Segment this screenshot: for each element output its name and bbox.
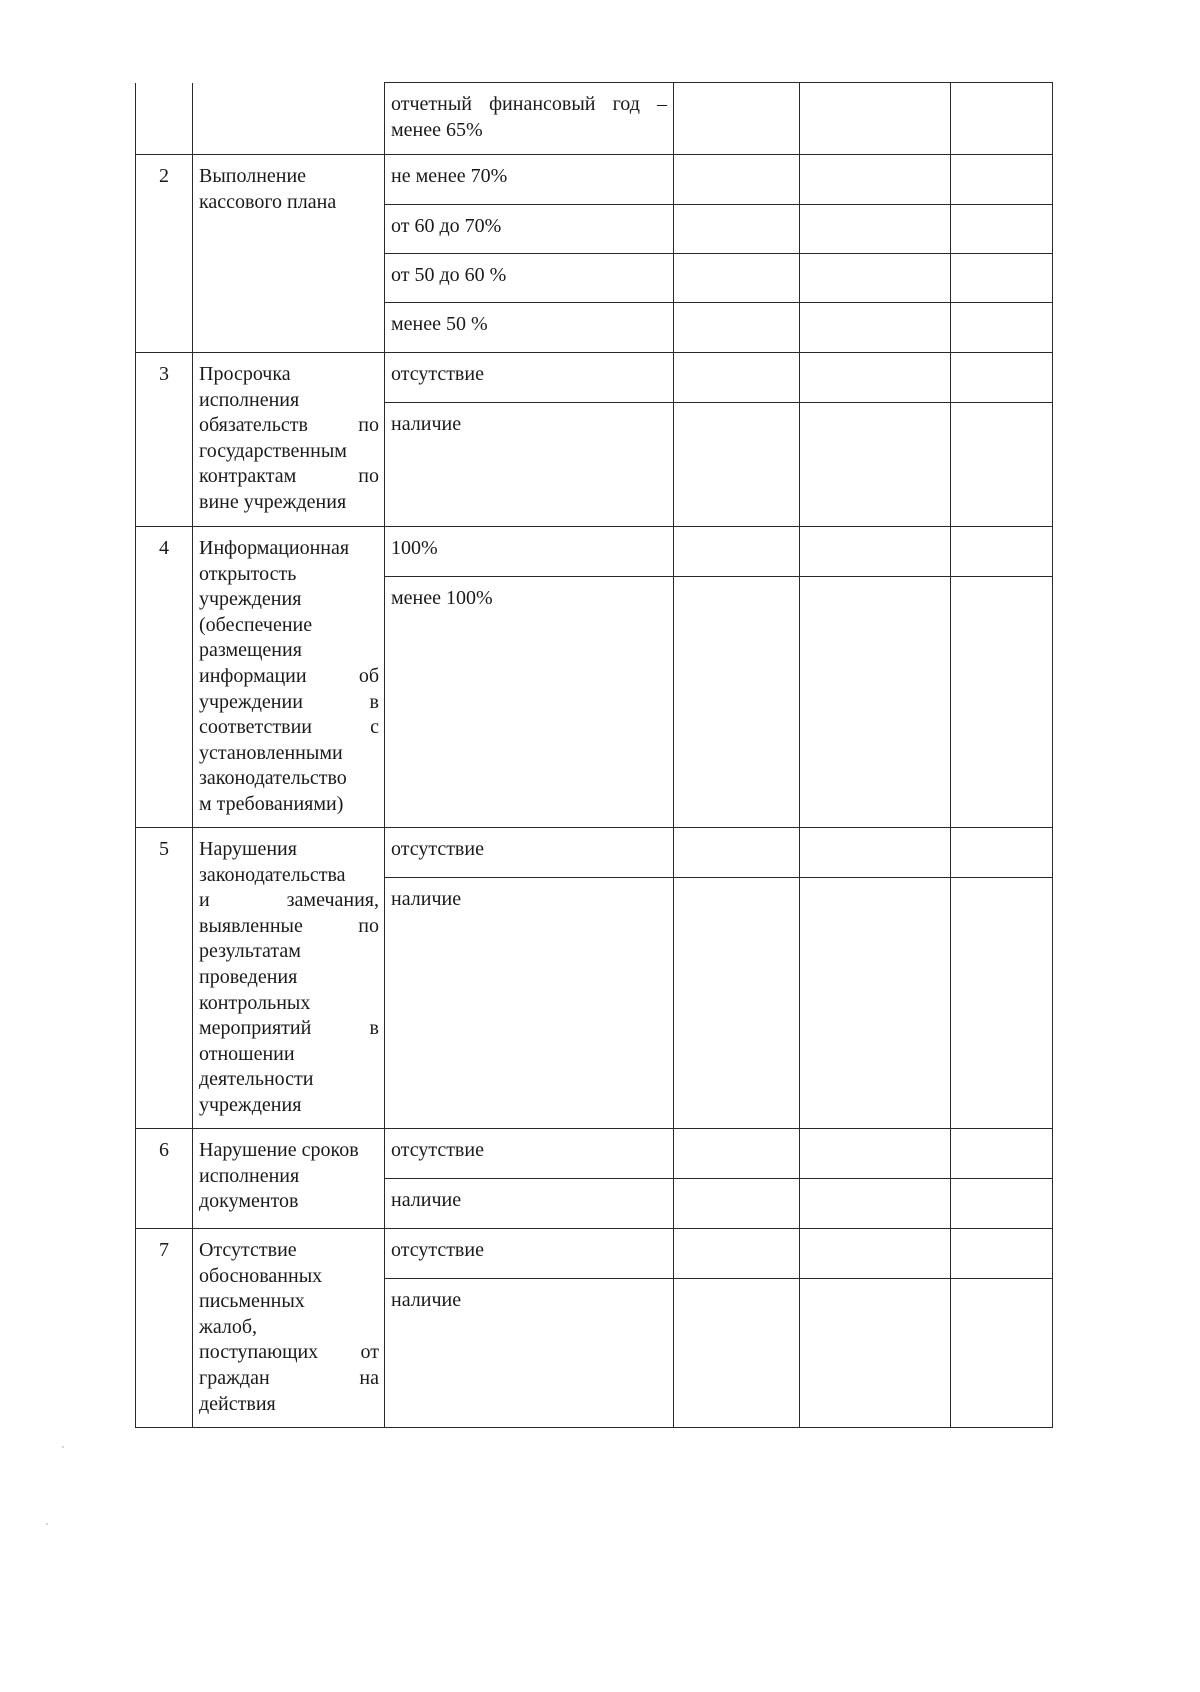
value-cell bbox=[800, 1229, 951, 1279]
criterion-text: отсутствие bbox=[391, 1139, 484, 1161]
criterion-cell bbox=[385, 828, 674, 878]
indicator-name-line: поступающих от bbox=[199, 1341, 379, 1364]
indicator-name-cell bbox=[193, 1229, 385, 1428]
indicator-name-line: мероприятий в bbox=[199, 1017, 379, 1040]
indicator-name-cell bbox=[193, 155, 385, 353]
indicator-name-cell bbox=[193, 828, 385, 1129]
criterion-text: 100% bbox=[391, 537, 438, 559]
value-cell bbox=[951, 828, 1053, 878]
indicator-name-line: Информационная bbox=[199, 537, 350, 559]
value-cell bbox=[800, 403, 951, 527]
value-cell bbox=[674, 205, 800, 254]
indicator-name-line: отношении bbox=[199, 1042, 295, 1065]
criterion-text: не менее 70% bbox=[391, 165, 508, 187]
criterion-cell bbox=[385, 83, 674, 155]
table-row bbox=[136, 527, 1053, 577]
row-number: 5 bbox=[136, 828, 193, 1129]
indicator-name-line: государственным bbox=[199, 439, 347, 462]
value-cell bbox=[800, 828, 951, 878]
indicator-name-line: контрольных bbox=[199, 991, 311, 1014]
row-number: 6 bbox=[136, 1129, 193, 1229]
indicator-name-line: учреждения bbox=[199, 1093, 302, 1116]
indicator-name-line: Выполнение bbox=[199, 165, 307, 187]
value-cell bbox=[800, 303, 951, 353]
indicator-name-line: учреждении в bbox=[199, 690, 379, 713]
value-cell bbox=[800, 577, 951, 828]
indicator-name-line: размещения bbox=[199, 639, 302, 662]
scan-speck bbox=[62, 1446, 64, 1448]
criterion-text: наличие bbox=[391, 1189, 462, 1211]
criterion-cell bbox=[385, 1279, 674, 1428]
value-cell bbox=[800, 1129, 951, 1179]
value-cell bbox=[800, 353, 951, 403]
indicator-name-line: жалоб, bbox=[199, 1315, 258, 1338]
value-cell bbox=[674, 1229, 800, 1279]
value-cell bbox=[674, 878, 800, 1129]
value-cell bbox=[951, 155, 1053, 205]
row-number: 3 bbox=[136, 353, 193, 527]
indicator-name-line: Нарушения bbox=[199, 838, 297, 860]
criterion-cell bbox=[385, 1129, 674, 1179]
criterion-cell bbox=[385, 878, 674, 1129]
indicator-name-line: Просрочка bbox=[199, 363, 291, 385]
value-cell bbox=[800, 205, 951, 254]
value-cell bbox=[674, 527, 800, 577]
criterion-cell bbox=[385, 577, 674, 828]
value-cell bbox=[951, 1279, 1053, 1428]
indicator-name-line: исполнения bbox=[199, 1164, 300, 1187]
scan-speck bbox=[46, 1523, 48, 1525]
indicator-name-line: контрактам по bbox=[199, 465, 379, 488]
value-cell bbox=[951, 1129, 1053, 1179]
indicator-name-line: законодательства bbox=[199, 863, 346, 886]
indicator-name-line: м требованиями) bbox=[199, 792, 344, 815]
value-cell bbox=[800, 1279, 951, 1428]
indicator-name-line: выявленные по bbox=[199, 914, 379, 937]
indicator-name-line: установленными bbox=[199, 741, 343, 764]
indicator-name-line: граждан на bbox=[199, 1366, 379, 1389]
criterion-text: отсутствие bbox=[391, 1239, 484, 1261]
indicator-name-line: открытость bbox=[199, 562, 297, 585]
indicator-name-cell bbox=[193, 353, 385, 527]
value-cell bbox=[674, 577, 800, 828]
criterion-text: наличие bbox=[391, 413, 462, 435]
criterion-cell bbox=[385, 254, 674, 303]
value-cell bbox=[800, 527, 951, 577]
indicator-name-line: результатам bbox=[199, 940, 301, 963]
indicator-name-line: и замечания, bbox=[199, 889, 379, 912]
value-cell bbox=[951, 303, 1053, 353]
value-cell bbox=[800, 1179, 951, 1229]
criterion-cell bbox=[385, 1229, 674, 1279]
row-number-cell bbox=[136, 83, 193, 155]
value-cell bbox=[674, 1179, 800, 1229]
indicator-name-cell bbox=[193, 1129, 385, 1229]
indicator-name-line: Нарушение сроков bbox=[199, 1139, 359, 1161]
criterion-cell bbox=[385, 205, 674, 254]
indicator-name-line: проведения bbox=[199, 965, 298, 988]
criterion-text: менее 65% bbox=[391, 118, 483, 141]
value-cell bbox=[674, 1279, 800, 1428]
indicator-name-line: законодательство bbox=[199, 767, 347, 790]
value-cell bbox=[800, 878, 951, 1129]
criterion-text: менее 50 % bbox=[391, 313, 488, 335]
value-cell bbox=[800, 254, 951, 303]
table-row bbox=[136, 828, 1053, 878]
row-number: 4 bbox=[136, 527, 193, 828]
indicator-name-line: письменных bbox=[199, 1290, 305, 1313]
indicator-name-line: информации об bbox=[199, 664, 379, 687]
criterion-text: отсутствие bbox=[391, 838, 484, 860]
indicator-name-line: исполнения bbox=[199, 388, 300, 411]
criterion-text: от 50 до 60 % bbox=[391, 264, 507, 286]
indicator-name-line: деятельности bbox=[199, 1068, 314, 1091]
criterion-cell bbox=[385, 403, 674, 527]
value-cell bbox=[951, 527, 1053, 577]
indicator-name-line: вине учреждения bbox=[199, 490, 347, 513]
value-cell bbox=[951, 353, 1053, 403]
indicator-name-line: Отсутствие bbox=[199, 1239, 297, 1261]
value-cell bbox=[951, 1179, 1053, 1229]
indicator-name-cell bbox=[193, 83, 385, 155]
indicator-name-line: действия bbox=[199, 1392, 276, 1415]
criterion-cell bbox=[385, 155, 674, 205]
value-cell bbox=[674, 1129, 800, 1179]
value-cell bbox=[951, 878, 1053, 1129]
value-cell bbox=[674, 403, 800, 527]
value-cell bbox=[951, 1229, 1053, 1279]
criterion-cell bbox=[385, 353, 674, 403]
value-cell bbox=[674, 303, 800, 353]
criterion-text: менее 100% bbox=[391, 587, 493, 609]
indicator-name-line: учреждения bbox=[199, 588, 302, 611]
criterion-text: от 60 до 70% bbox=[391, 215, 502, 237]
criterion-text: отчетный финансовый год – bbox=[391, 93, 667, 115]
table-row bbox=[136, 353, 1053, 403]
row-number: 2 bbox=[136, 155, 193, 353]
value-cell bbox=[951, 254, 1053, 303]
value-cell bbox=[951, 403, 1053, 527]
indicator-name-cell bbox=[193, 527, 385, 828]
evaluation-table bbox=[135, 82, 1053, 1428]
criterion-cell bbox=[385, 303, 674, 353]
criterion-cell bbox=[385, 527, 674, 577]
criterion-cell bbox=[385, 1179, 674, 1229]
value-cell bbox=[674, 828, 800, 878]
table-row bbox=[136, 155, 1053, 205]
criterion-text: наличие bbox=[391, 1289, 462, 1311]
table-row bbox=[136, 1229, 1053, 1279]
indicator-name-line: документов bbox=[199, 1190, 299, 1213]
criterion-text: наличие bbox=[391, 888, 462, 910]
value-cell bbox=[674, 83, 800, 155]
value-cell bbox=[674, 254, 800, 303]
table-row bbox=[136, 83, 1053, 155]
indicator-name-line: кассового плана bbox=[199, 190, 337, 213]
criterion-text: отсутствие bbox=[391, 363, 484, 385]
indicator-name-line: (обеспечение bbox=[199, 613, 313, 636]
indicator-name-line: обоснованных bbox=[199, 1264, 323, 1287]
value-cell bbox=[951, 83, 1053, 155]
table-row bbox=[136, 1129, 1053, 1179]
value-cell bbox=[800, 83, 951, 155]
value-cell bbox=[800, 155, 951, 205]
row-number: 7 bbox=[136, 1229, 193, 1428]
value-cell bbox=[674, 353, 800, 403]
value-cell bbox=[674, 155, 800, 205]
indicator-name-line: обязательств по bbox=[199, 414, 379, 437]
indicator-name-line: соответствии с bbox=[199, 716, 379, 739]
value-cell bbox=[951, 577, 1053, 828]
value-cell bbox=[951, 205, 1053, 254]
